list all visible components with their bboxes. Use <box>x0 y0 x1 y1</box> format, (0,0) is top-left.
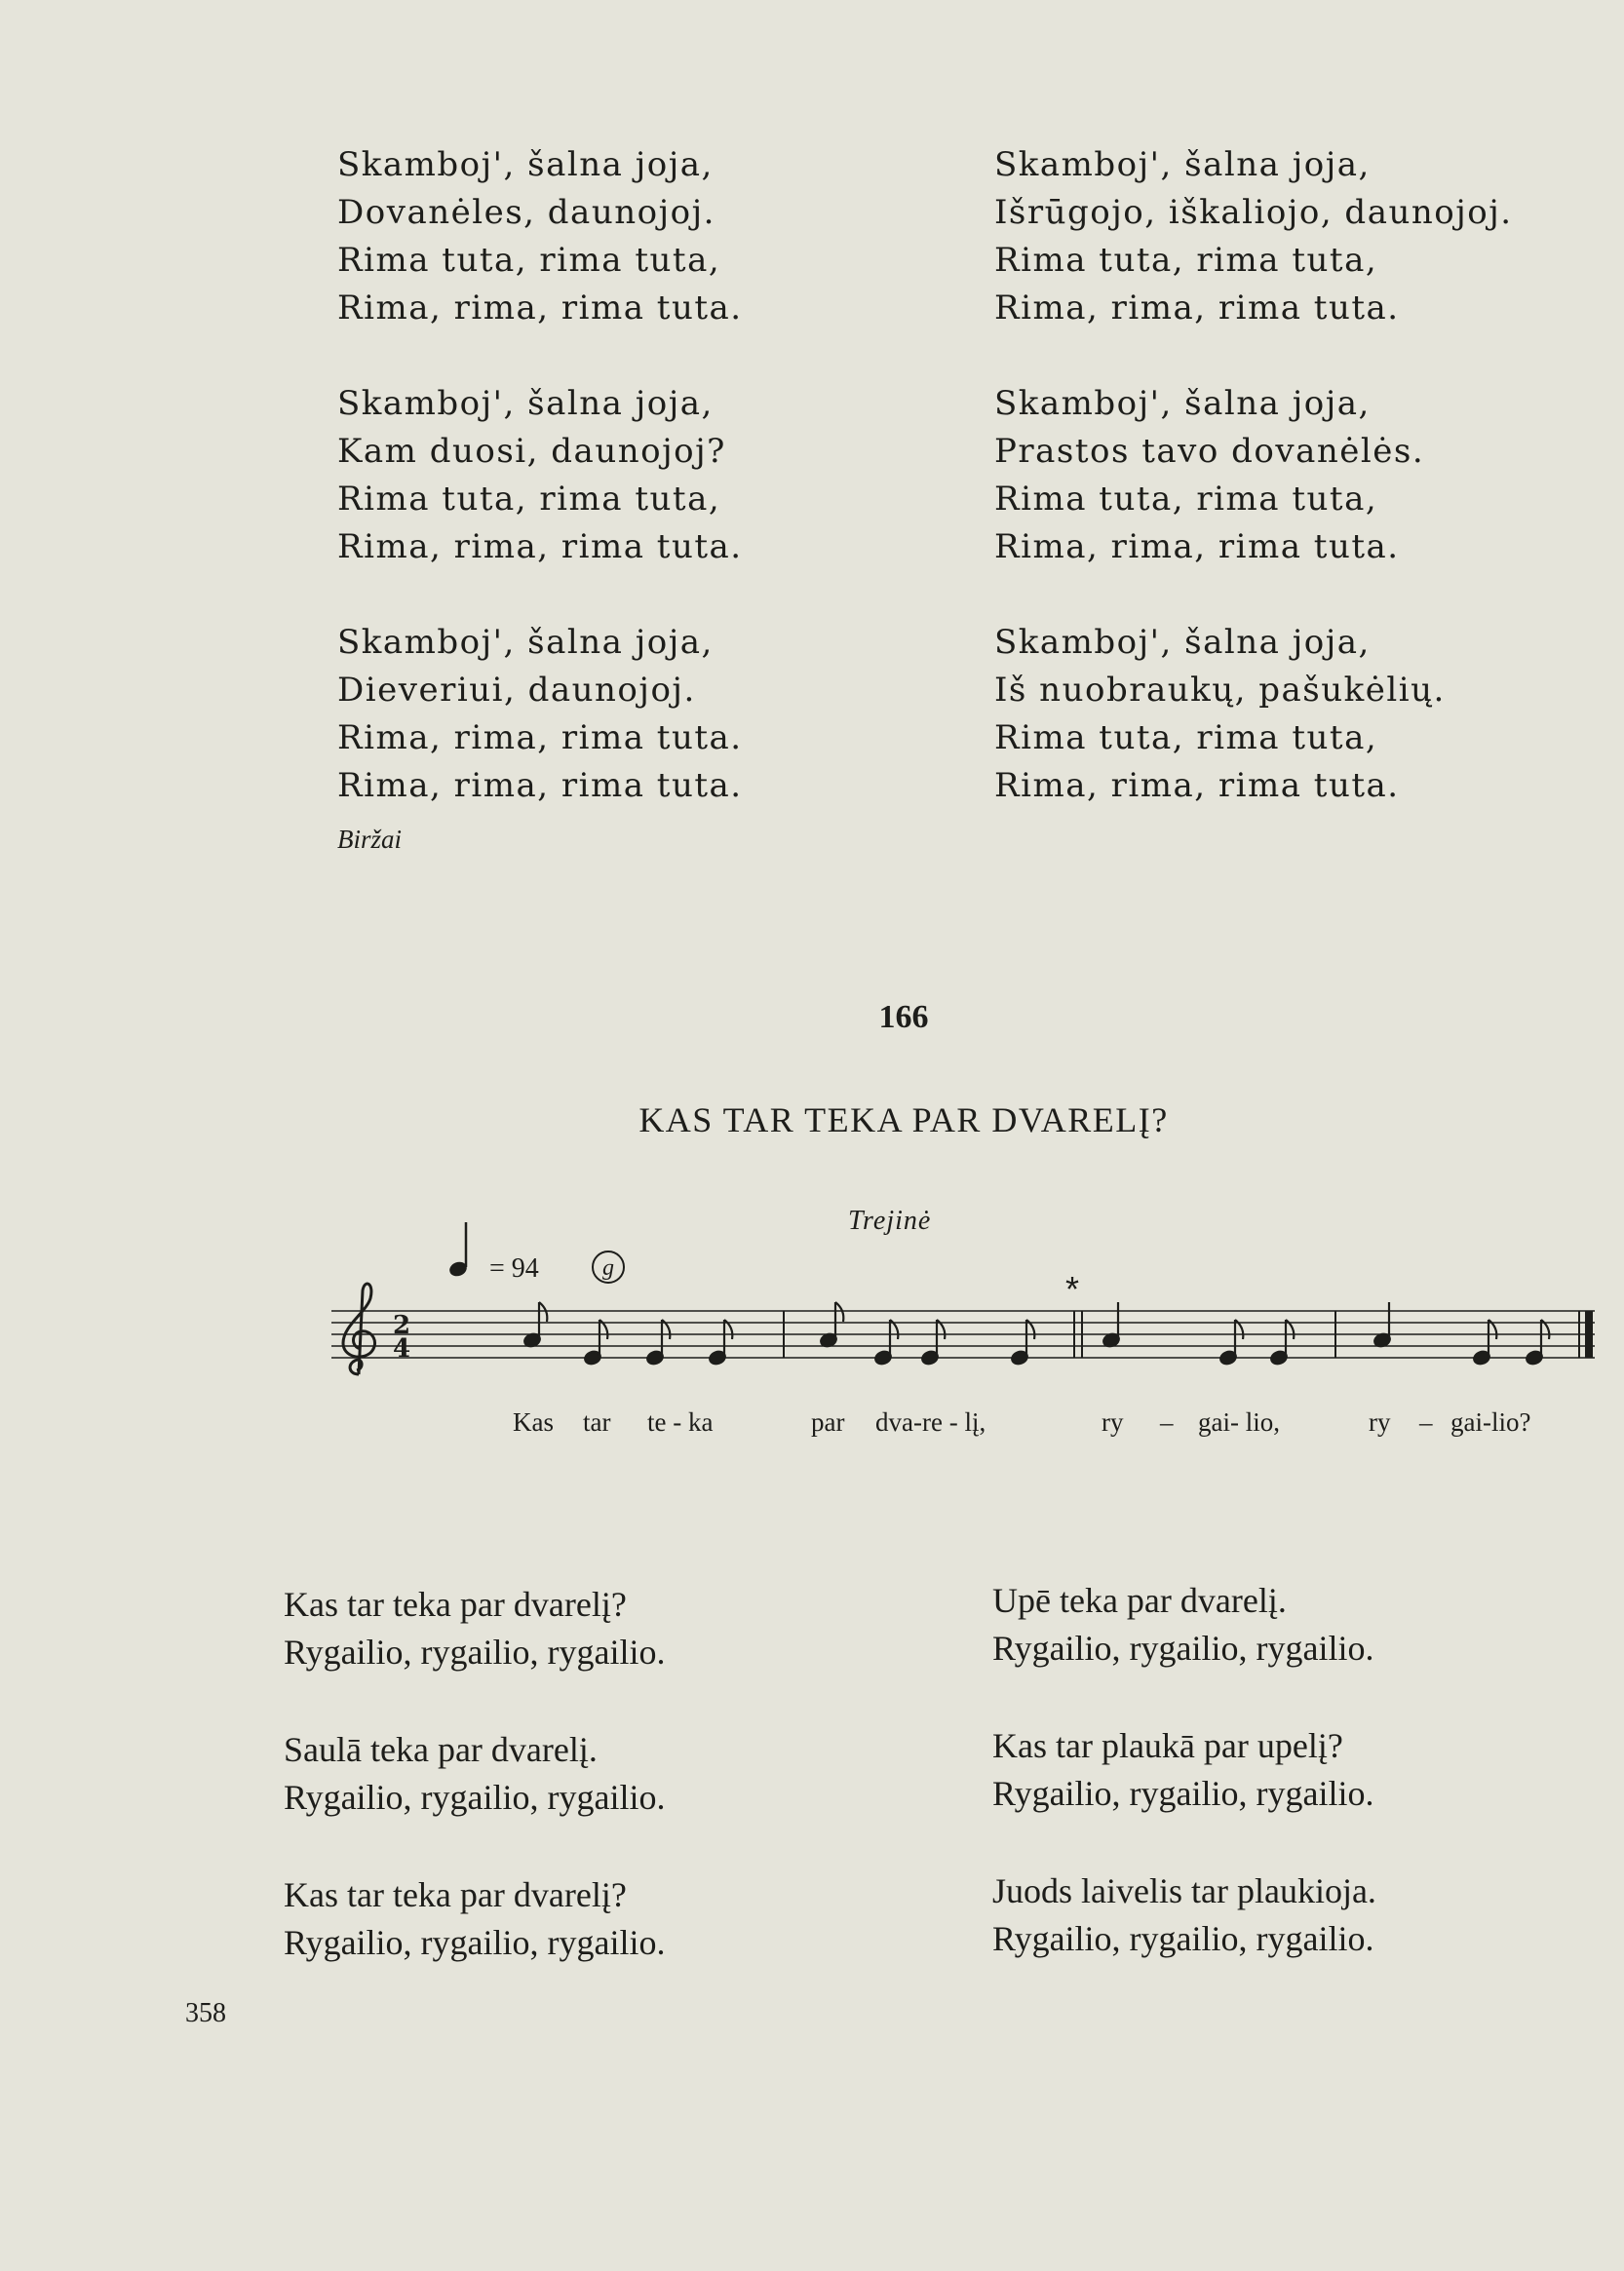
lyric-syllable: te - ka <box>647 1407 714 1437</box>
final-barline-thick <box>1585 1311 1593 1358</box>
bottom-left-verses <box>284 1581 666 2017</box>
verse <box>284 1581 666 1676</box>
staff-lines <box>331 1311 1595 1358</box>
stanza-line: Skamboj', šalna joja, <box>994 145 1371 184</box>
verse <box>992 1577 1376 1673</box>
song-number: 166 <box>878 999 929 1035</box>
stanza-line: Rima tuta, rima tuta, <box>994 241 1378 280</box>
verse-line: Rygailio, rygailio, rygailio. <box>284 1923 666 1962</box>
circled-mark-icon <box>593 1251 624 1283</box>
note <box>522 1302 547 1348</box>
stanza <box>994 619 1513 810</box>
stanza-line: Rima, rima, rima tuta. <box>337 766 743 805</box>
lyric-syllable: dva-re - lį, <box>875 1407 986 1437</box>
stanza-line: Rima, rima, rima tuta. <box>994 527 1400 566</box>
verse-line: Rygailio, rygailio, rygailio. <box>284 1633 666 1672</box>
verse-line: Saulā teka par dvarelį. <box>284 1730 598 1769</box>
note <box>1269 1320 1294 1366</box>
stanza-line: Dovanėles, daunojoj. <box>337 193 715 232</box>
stanza-line: Rima, rima, rima tuta. <box>994 289 1400 327</box>
place-name: Biržai <box>337 825 403 854</box>
note <box>873 1320 898 1366</box>
stanza-line: Rima tuta, rima tuta, <box>994 480 1378 519</box>
stanza-line: Skamboj', šalna joja, <box>994 384 1371 423</box>
stanza-line: Prastos tavo dovanėlės. <box>994 432 1425 471</box>
stanza-line: Iš nuobraukų, pašukėlių. <box>994 671 1446 710</box>
stanza <box>337 141 743 332</box>
lyric-syllable: ry <box>1102 1407 1124 1437</box>
verse-line: Kas tar teka par dvarelį? <box>284 1585 627 1624</box>
note <box>1102 1302 1120 1348</box>
stanza <box>337 380 743 571</box>
lyric-syllable: gai-lio? <box>1450 1407 1531 1437</box>
tempo-marking: Trejinė <box>848 1206 932 1236</box>
circled-mark: g <box>602 1255 614 1281</box>
note <box>583 1320 607 1366</box>
verse-line: Kas tar teka par dvarelį? <box>284 1875 627 1914</box>
lyric-syllable: tar <box>583 1407 611 1437</box>
top-right-stanzas <box>994 141 1513 858</box>
note <box>1218 1320 1243 1366</box>
song-title: KAS TAR TEKA PAR DVARELĮ? <box>638 1100 1169 1139</box>
metronome-note-icon <box>447 1222 469 1279</box>
note <box>645 1320 670 1366</box>
lyric-syllable: ry <box>1369 1407 1391 1437</box>
bottom-right-verses <box>992 1577 1376 2013</box>
lyric-syllable: Kas <box>513 1407 554 1437</box>
note <box>1525 1320 1549 1366</box>
lyric-syllable: – <box>1419 1407 1433 1437</box>
verse-line: Rygailio, rygailio, rygailio. <box>284 1778 666 1817</box>
verse-line: Rygailio, rygailio, rygailio. <box>992 1629 1374 1668</box>
lyric-syllable: par <box>811 1407 845 1437</box>
verse <box>992 1722 1376 1818</box>
stanza-line: Rima, rima, rima tuta. <box>337 527 743 566</box>
music-staff <box>312 1218 1608 1404</box>
verse-line: Rygailio, rygailio, rygailio. <box>992 1774 1374 1813</box>
metronome-value: = 94 <box>489 1253 539 1284</box>
stanza-line: Rima tuta, rima tuta, <box>994 718 1378 757</box>
note <box>819 1302 843 1348</box>
stanza <box>337 619 743 810</box>
page-number: 358 <box>185 1998 226 2028</box>
note <box>708 1320 732 1366</box>
verse-line: Rygailio, rygailio, rygailio. <box>992 1919 1374 1958</box>
stanza-line: Rima, rima, rima tuta. <box>994 766 1400 805</box>
stanza-line: Skamboj', šalna joja, <box>994 623 1371 662</box>
stanza-line: Rima tuta, rima tuta, <box>337 241 721 280</box>
verse-line: Upē teka par dvarelį. <box>992 1581 1287 1620</box>
top-left-stanzas <box>337 141 743 858</box>
treble-clef-icon <box>343 1284 375 1374</box>
stanza-line: Rima, rima, rima tuta. <box>337 718 743 757</box>
stanza <box>994 380 1513 571</box>
note <box>1010 1320 1034 1366</box>
stanza-line: Dieveriui, daunojoj. <box>337 671 696 710</box>
lyric-syllable: gai- lio, <box>1198 1407 1280 1437</box>
note <box>1472 1320 1496 1366</box>
stanza-line: Kam duosi, daunojoj? <box>337 432 726 471</box>
verse <box>284 1726 666 1822</box>
note <box>1373 1302 1391 1348</box>
verse <box>992 1867 1376 1963</box>
asterisk-mark: * <box>1064 1269 1080 1309</box>
verse-line: Juods laivelis tar plaukioja. <box>992 1871 1376 1910</box>
stanza-line: Skamboj', šalna joja, <box>337 384 714 423</box>
time-signature-bottom: 4 <box>392 1334 411 1364</box>
lyric-syllable: – <box>1160 1407 1174 1437</box>
stanza-line: Skamboj', šalna joja, <box>337 623 714 662</box>
stanza-line: Rima tuta, rima tuta, <box>337 480 721 519</box>
stanza-line: Skamboj', šalna joja, <box>337 145 714 184</box>
note <box>920 1320 945 1366</box>
stanza <box>994 141 1513 332</box>
verse <box>284 1871 666 1967</box>
verse-line: Kas tar plaukā par upelį? <box>992 1726 1343 1765</box>
stanza-line: Rima, rima, rima tuta. <box>337 289 743 327</box>
stanza-line: Išrūgojo, iškaliojo, daunojoj. <box>994 193 1513 232</box>
time-signature-top: 2 <box>392 1311 411 1340</box>
